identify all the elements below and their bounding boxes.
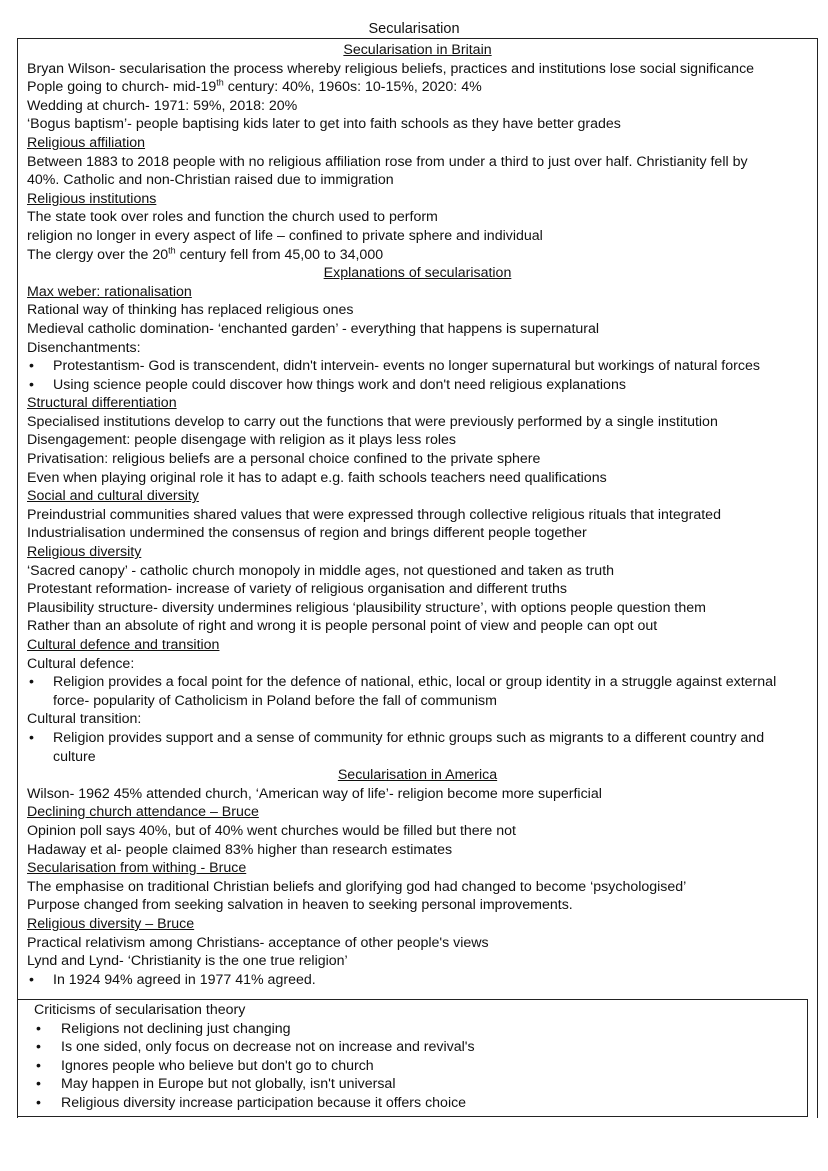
subheading-within: Secularisation from withing - Bruce [27,860,247,877]
criticisms-heading: Criticisms of secularisation theory [34,1002,246,1018]
bullet-item: • Religion provides a focal point for the defence of national, ethic, local or group identity in a struggle against external force- popularity of Catholicism in Poland before the fall of communism [27,673,817,710]
text-line: Disengagement: people disengage with religion as it plays less roles [27,432,457,449]
subheading-declining: Declining church attendance – Bruce [27,804,259,821]
subheading-america-diversity: Religious diversity – Bruce [27,915,195,932]
subheading-structural: Structural differentiation [27,395,177,412]
text-line: Purpose changed from seeking salvation in heaven to seeking personal improvements. [27,897,573,914]
text-line: The emphasise on traditional Christian beliefs and glorifying god had changed to become ‘psychologised’ [27,878,687,895]
text-line: Hadaway et al- people claimed 83% higher than research estimates [27,841,453,858]
section-heading-britain: Secularisation in Britain [343,42,492,58]
text-line: Lynd and Lynd- ‘Christianity is the one true religion’ [27,953,348,970]
bullet-item: • Protestantism- God is transcendent, didn't intervein- events no longer supernatural but workings of natural forces [27,357,817,376]
text-line: Industrialisation undermined the consensus of region and brings different people together [27,525,587,542]
text-line: Protestant reformation- increase of variety of religious organisation and different truths [27,581,567,598]
criticism-item: • Religious diversity increase participation because it offers choice [34,1094,807,1113]
subheading-institutions: Religious institutions [27,190,157,207]
text-line: Disenchantments: [27,339,141,356]
text-line: ‘Bogus baptism’- people baptising kids later to get into faith schools as they have better grades [27,116,621,133]
text-line: The state took over roles and function the church used to perform [27,209,438,226]
subheading-affiliation: Religious affiliation [27,134,146,151]
bullet-item: • In 1924 94% agreed in 1977 41% agreed. [27,971,817,990]
subheading-social: Social and cultural diversity [27,488,199,505]
text-line: Wedding at church- 1971: 59%, 2018: 20% [27,97,298,114]
text-line: ‘Sacred canopy’ - catholic church monopoly in middle ages, not questioned and taken as truth [27,562,615,579]
text-line: Rational way of thinking has replaced religious ones [27,302,354,319]
bullet-item: • Using science people could discover how things work and don't need religious explanations [27,376,817,395]
text-line: Preindustrial communities shared values that were expressed through collective religious rituals that integrated [27,506,721,523]
text-line: Practical relativism among Christians- acceptance of other people's views [27,934,489,951]
text-line: Privatisation: religious beliefs are a personal choice confined to the private sphere [27,451,541,468]
criticism-item: • May happen in Europe but not globally, isn't universal [34,1075,807,1094]
page-title: Secularisation [368,21,460,37]
text-line: Even when playing original role it has to adapt e.g. faith schools teachers need qualifications [27,469,607,486]
subheading-weber: Max weber: rationalisation [27,283,192,300]
text-line: Medieval catholic domination- ‘enchanted garden’ - everything that happens is supernatural [27,320,600,337]
subheading-cultural: Cultural defence and transition [27,637,220,653]
section-heading-explanations: Explanations of secularisation [323,265,512,282]
criticism-item: • Is one sided, only focus on decrease not on increase and revival's [34,1038,807,1057]
text-line: The clergy over the 20th century fell from 45,00 to 34,000 [27,244,384,263]
text-line: Pople going to church- mid-19th century: 40%, 1960s: 10-15%, 2020: 4% [27,77,482,96]
text-line: religion no longer in every aspect of life – confined to private sphere and individual [27,227,543,244]
bullet-item: • Religion provides support and a sense of community for ethnic groups such as migrants to a different country and culture [27,729,817,766]
text-line: Opinion poll says 40%, but of 40% went churches would be filled but there not [27,822,516,839]
criticisms-box [17,999,808,1117]
section-heading-america: Secularisation in America [337,767,498,784]
text-line: Cultural defence: [27,655,135,672]
text-line: Rather than an absolute of right and wrong it is people personal point of view and people can opt out [27,618,658,635]
text-line: 40%. Catholic and non-Christian raised due to immigration [27,172,394,189]
text-line: Wilson- 1962 45% attended church, ‘American way of life’- religion become more superficial [27,785,602,802]
criticism-item: • Ignores people who believe but don't go to church [34,1057,807,1076]
text-line: Between 1883 to 2018 people with no religious affiliation rose from under a third to just over half. Christianity fell by [27,153,748,170]
text-line: Plausibility structure- diversity undermines religious ‘plausibility structure’, with options people question them [27,599,706,616]
notes-box [17,38,818,1118]
subheading-religious-diversity: Religious diversity [27,544,142,561]
text-line: Cultural transition: [27,711,142,728]
text-line: Specialised institutions develop to carry out the functions that were previously performed by a single institution [27,413,718,430]
criticism-item: • Religions not declining just changing [34,1020,807,1039]
text-line: Bryan Wilson- secularisation the process whereby religious beliefs, practices and institutions lose social significance [27,60,755,77]
